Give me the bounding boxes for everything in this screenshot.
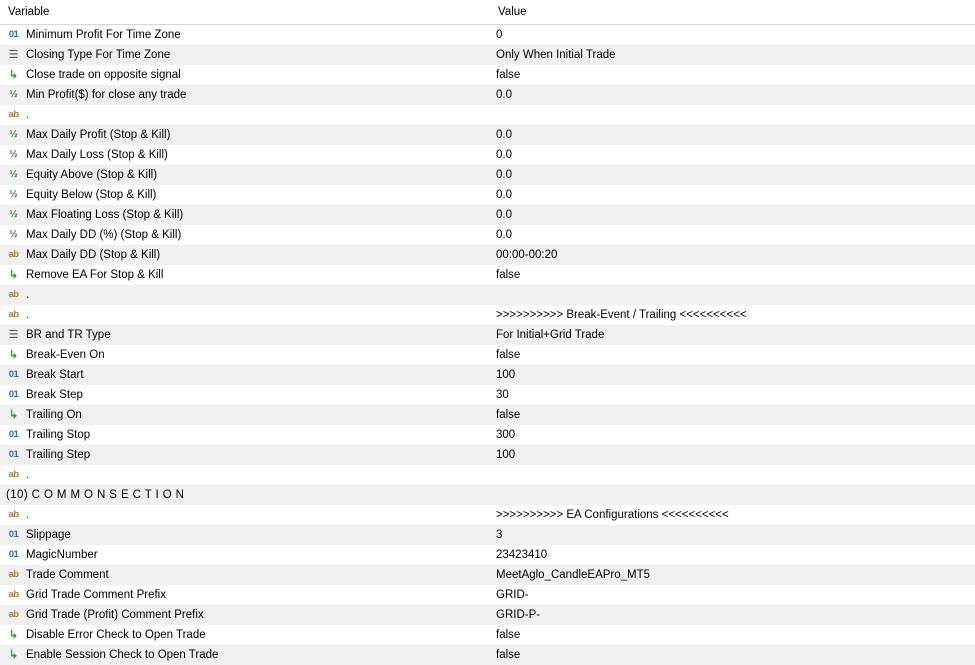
row-value-text: 100: [496, 449, 516, 461]
table-row[interactable]: [0, 305, 975, 325]
enum-icon: ☰: [8, 49, 19, 61]
row-value-text: GRID-: [496, 589, 529, 601]
column-header-value[interactable]: [490, 0, 975, 25]
row-value-cell[interactable]: [490, 425, 975, 445]
row-variable-label: Break Step: [26, 389, 83, 401]
row-value-cell[interactable]: [490, 345, 975, 365]
table-row[interactable]: [0, 465, 975, 485]
row-value-cell[interactable]: [490, 605, 975, 625]
row-value-cell[interactable]: [490, 185, 975, 205]
row-variable-label: .: [26, 289, 30, 301]
row-variable-label: Closing Type For Time Zone: [26, 49, 171, 61]
double-icon: ½: [9, 129, 18, 140]
row-variable-label: Break-Even On: [26, 349, 105, 361]
table-row[interactable]: [0, 165, 975, 185]
table-row[interactable]: [0, 485, 975, 505]
row-value-text: 23423410: [496, 549, 548, 561]
row-value-cell[interactable]: [490, 145, 975, 165]
table-row[interactable]: [0, 565, 975, 585]
row-value-text: 0.0: [496, 209, 512, 221]
row-value-cell[interactable]: [490, 85, 975, 105]
double-icon: ½: [9, 209, 18, 220]
table-row[interactable]: [0, 445, 975, 465]
integer-icon: 01: [8, 369, 19, 380]
row-value-text: [490, 465, 975, 485]
row-variable-label: .: [26, 469, 30, 481]
row-variable-cell[interactable]: [0, 245, 490, 265]
string-icon: ab: [8, 609, 19, 620]
table-row[interactable]: [0, 25, 975, 46]
row-value-text: [490, 105, 975, 125]
row-variable-label: .: [26, 509, 30, 521]
row-value-text: 0.0: [496, 189, 512, 201]
row-value-cell[interactable]: [490, 325, 975, 345]
row-value-cell[interactable]: [490, 645, 975, 665]
row-value-cell[interactable]: [490, 125, 975, 145]
row-value-cell[interactable]: [490, 265, 975, 285]
row-value-text: false: [496, 409, 521, 421]
row-value-text: MeetAglo_CandleEAPro_MT5: [496, 569, 651, 581]
table-row[interactable]: [0, 265, 975, 285]
table-header-row: [0, 0, 975, 25]
enum-icon: ☰: [8, 329, 19, 341]
row-value-cell[interactable]: [490, 285, 975, 305]
table-row[interactable]: [0, 285, 975, 305]
table-row[interactable]: [0, 525, 975, 545]
table-row[interactable]: [0, 225, 975, 245]
row-variable-cell[interactable]: [0, 185, 490, 205]
row-variable-cell[interactable]: [0, 485, 490, 505]
boolean-icon: ↳: [8, 649, 19, 661]
row-value-text: 30: [496, 389, 509, 401]
row-variable-label: MagicNumber: [26, 549, 98, 561]
row-variable-cell[interactable]: [0, 345, 490, 365]
row-variable-cell[interactable]: [0, 365, 490, 385]
table-row[interactable]: [0, 245, 975, 265]
row-value-text: [490, 485, 975, 505]
string-icon: ab: [8, 469, 19, 480]
table-row[interactable]: [0, 605, 975, 625]
row-value-text: For Initial+Grid Trade: [496, 329, 605, 341]
row-value-text: 300: [496, 429, 516, 441]
row-variable-cell[interactable]: [0, 565, 490, 585]
row-variable-cell[interactable]: [0, 85, 490, 105]
double-icon: ½: [9, 229, 18, 240]
row-variable-cell[interactable]: [0, 525, 490, 545]
table-row[interactable]: [0, 645, 975, 665]
row-variable-label: Trailing Step: [26, 449, 91, 461]
boolean-icon: ↳: [8, 629, 19, 641]
row-variable-cell[interactable]: [0, 625, 490, 645]
table-row[interactable]: [0, 365, 975, 385]
row-variable-label: Max Floating Loss (Stop & Kill): [26, 209, 184, 221]
table-row[interactable]: [0, 85, 975, 105]
string-icon: ab: [8, 109, 19, 120]
row-value-text: 0.0: [496, 129, 512, 141]
row-variable-label: Grid Trade (Profit) Comment Prefix: [26, 609, 204, 621]
row-value-text: >>>>>>>>>> Break-Event / Trailing <<<<<<<<<<: [496, 309, 747, 321]
row-value-text: 00:00-00:20: [496, 249, 558, 261]
boolean-icon: ↳: [8, 349, 19, 361]
table-row[interactable]: [0, 625, 975, 645]
row-variable-cell[interactable]: [0, 405, 490, 425]
row-value-cell[interactable]: [490, 105, 975, 125]
row-variable-label: Remove EA For Stop & Kill: [26, 269, 164, 281]
row-variable-label: Min Profit($) for close any trade: [26, 89, 187, 101]
row-value-cell[interactable]: [490, 585, 975, 605]
table-row[interactable]: [0, 105, 975, 125]
row-value-text: 0.0: [496, 149, 512, 161]
table-row[interactable]: [0, 345, 975, 365]
section-heading: (10) C O M M O N S E C T I O N: [6, 489, 185, 501]
table-row[interactable]: [0, 585, 975, 605]
table-row[interactable]: [0, 385, 975, 405]
row-value-text: false: [496, 69, 521, 81]
integer-icon: 01: [8, 429, 19, 440]
row-variable-label: BR and TR Type: [26, 329, 111, 341]
row-variable-cell[interactable]: [0, 445, 490, 465]
row-variable-cell[interactable]: [0, 505, 490, 525]
row-variable-label: Minimum Profit For Time Zone: [26, 29, 181, 41]
row-variable-label: Trailing Stop: [26, 429, 91, 441]
row-value-text: false: [496, 269, 521, 281]
row-value-cell[interactable]: [490, 245, 975, 265]
row-value-cell[interactable]: [490, 485, 975, 505]
column-header-variable[interactable]: [0, 0, 490, 25]
row-value-text: 3: [496, 529, 503, 541]
table-row[interactable]: [0, 145, 975, 165]
row-variable-label: Break Start: [26, 369, 84, 381]
row-variable-label: Trailing On: [26, 409, 82, 421]
row-variable-label: Disable Error Check to Open Trade: [26, 629, 206, 641]
table-row[interactable]: [0, 505, 975, 525]
row-value-text: Only When Initial Trade: [496, 49, 616, 61]
row-variable-cell[interactable]: [0, 205, 490, 225]
row-variable-label: Trade Comment: [26, 569, 109, 581]
row-variable-cell[interactable]: [0, 165, 490, 185]
row-variable-label: Close trade on opposite signal: [26, 69, 181, 81]
row-value-cell[interactable]: [490, 65, 975, 85]
row-variable-label: Equity Above (Stop & Kill): [26, 169, 158, 181]
row-variable-cell[interactable]: [0, 105, 490, 125]
row-value-cell[interactable]: [490, 625, 975, 645]
row-variable-label: Max Daily Profit (Stop & Kill): [26, 129, 171, 141]
boolean-icon: ↳: [8, 409, 19, 421]
row-value-cell[interactable]: [490, 525, 975, 545]
integer-icon: 01: [8, 449, 19, 460]
row-variable-cell[interactable]: [0, 645, 490, 665]
row-variable-label: .: [26, 309, 30, 321]
string-icon: ab: [8, 589, 19, 600]
table-row[interactable]: [0, 325, 975, 345]
row-value-text: 0.0: [496, 89, 512, 101]
row-variable-cell[interactable]: [0, 605, 490, 625]
boolean-icon: ↳: [8, 69, 19, 81]
double-icon: ½: [9, 189, 18, 200]
row-value-cell[interactable]: [490, 205, 975, 225]
row-variable-cell[interactable]: [0, 265, 490, 285]
row-variable-cell[interactable]: [0, 145, 490, 165]
row-variable-cell[interactable]: [0, 465, 490, 485]
row-variable-cell[interactable]: [0, 25, 490, 46]
column-header-value-label: Value: [498, 6, 527, 18]
column-header-variable-label: Variable: [8, 6, 50, 18]
row-variable-cell[interactable]: [0, 225, 490, 245]
row-value-cell[interactable]: [490, 165, 975, 185]
integer-icon: 01: [8, 389, 19, 400]
table-row[interactable]: [0, 185, 975, 205]
row-value-cell[interactable]: [490, 465, 975, 485]
row-variable-label: Max Daily DD (%) (Stop & Kill): [26, 229, 182, 241]
row-variable-label: Enable Session Check to Open Trade: [26, 649, 219, 661]
double-icon: ½: [9, 89, 18, 100]
row-variable-label: Grid Trade Comment Prefix: [26, 589, 166, 601]
double-icon: ½: [9, 169, 18, 180]
row-variable-cell[interactable]: [0, 285, 490, 305]
string-icon: ab: [8, 309, 19, 320]
row-value-text: 100: [496, 369, 516, 381]
table-row[interactable]: [0, 205, 975, 225]
boolean-icon: ↳: [8, 269, 19, 281]
row-value-text: GRID-P-: [496, 609, 541, 621]
row-value-cell[interactable]: [490, 365, 975, 385]
row-variable-cell[interactable]: [0, 545, 490, 565]
string-icon: ab: [8, 289, 19, 300]
row-value-text: false: [496, 349, 521, 361]
row-variable-label: Max Daily Loss (Stop & Kill): [26, 149, 168, 161]
row-variable-cell[interactable]: [0, 45, 490, 65]
row-value-cell[interactable]: [490, 445, 975, 465]
row-value-text: false: [496, 649, 521, 661]
string-icon: ab: [8, 249, 19, 260]
row-variable-cell[interactable]: [0, 65, 490, 85]
row-value-cell[interactable]: [490, 405, 975, 425]
table-row[interactable]: [0, 65, 975, 85]
row-value-cell[interactable]: [490, 565, 975, 585]
table-row[interactable]: [0, 125, 975, 145]
row-variable-cell[interactable]: [0, 305, 490, 325]
string-icon: ab: [8, 569, 19, 580]
table-row[interactable]: [0, 425, 975, 445]
row-value-text: >>>>>>>>>> EA Configurations <<<<<<<<<<: [496, 509, 729, 521]
row-variable-cell[interactable]: [0, 385, 490, 405]
row-variable-cell[interactable]: [0, 425, 490, 445]
string-icon: ab: [8, 509, 19, 520]
row-variable-label: Slippage: [26, 529, 71, 541]
row-value-cell[interactable]: [490, 385, 975, 405]
row-variable-cell[interactable]: [0, 325, 490, 345]
row-value-cell[interactable]: [490, 545, 975, 565]
row-value-text: 0.0: [496, 229, 512, 241]
row-variable-label: .: [26, 109, 30, 121]
table-row[interactable]: [0, 405, 975, 425]
row-value-text: [490, 285, 975, 305]
table-row[interactable]: [0, 45, 975, 65]
integer-icon: 01: [8, 529, 19, 540]
integer-icon: 01: [8, 29, 19, 40]
row-variable-cell[interactable]: [0, 585, 490, 605]
double-icon: ½: [9, 149, 18, 160]
row-value-text: false: [496, 629, 521, 641]
row-value-cell[interactable]: [490, 505, 975, 525]
row-value-cell[interactable]: [490, 45, 975, 65]
row-value-text: 0: [496, 29, 503, 41]
row-variable-cell[interactable]: [0, 125, 490, 145]
row-value-cell[interactable]: [490, 305, 975, 325]
row-value-cell[interactable]: [490, 25, 975, 46]
row-value-text: 0.0: [496, 169, 512, 181]
row-variable-label: Max Daily DD (Stop & Kill): [26, 249, 161, 261]
table-row[interactable]: [0, 545, 975, 565]
row-variable-label: Equity Below (Stop & Kill): [26, 189, 157, 201]
row-value-cell[interactable]: [490, 225, 975, 245]
integer-icon: 01: [8, 549, 19, 560]
